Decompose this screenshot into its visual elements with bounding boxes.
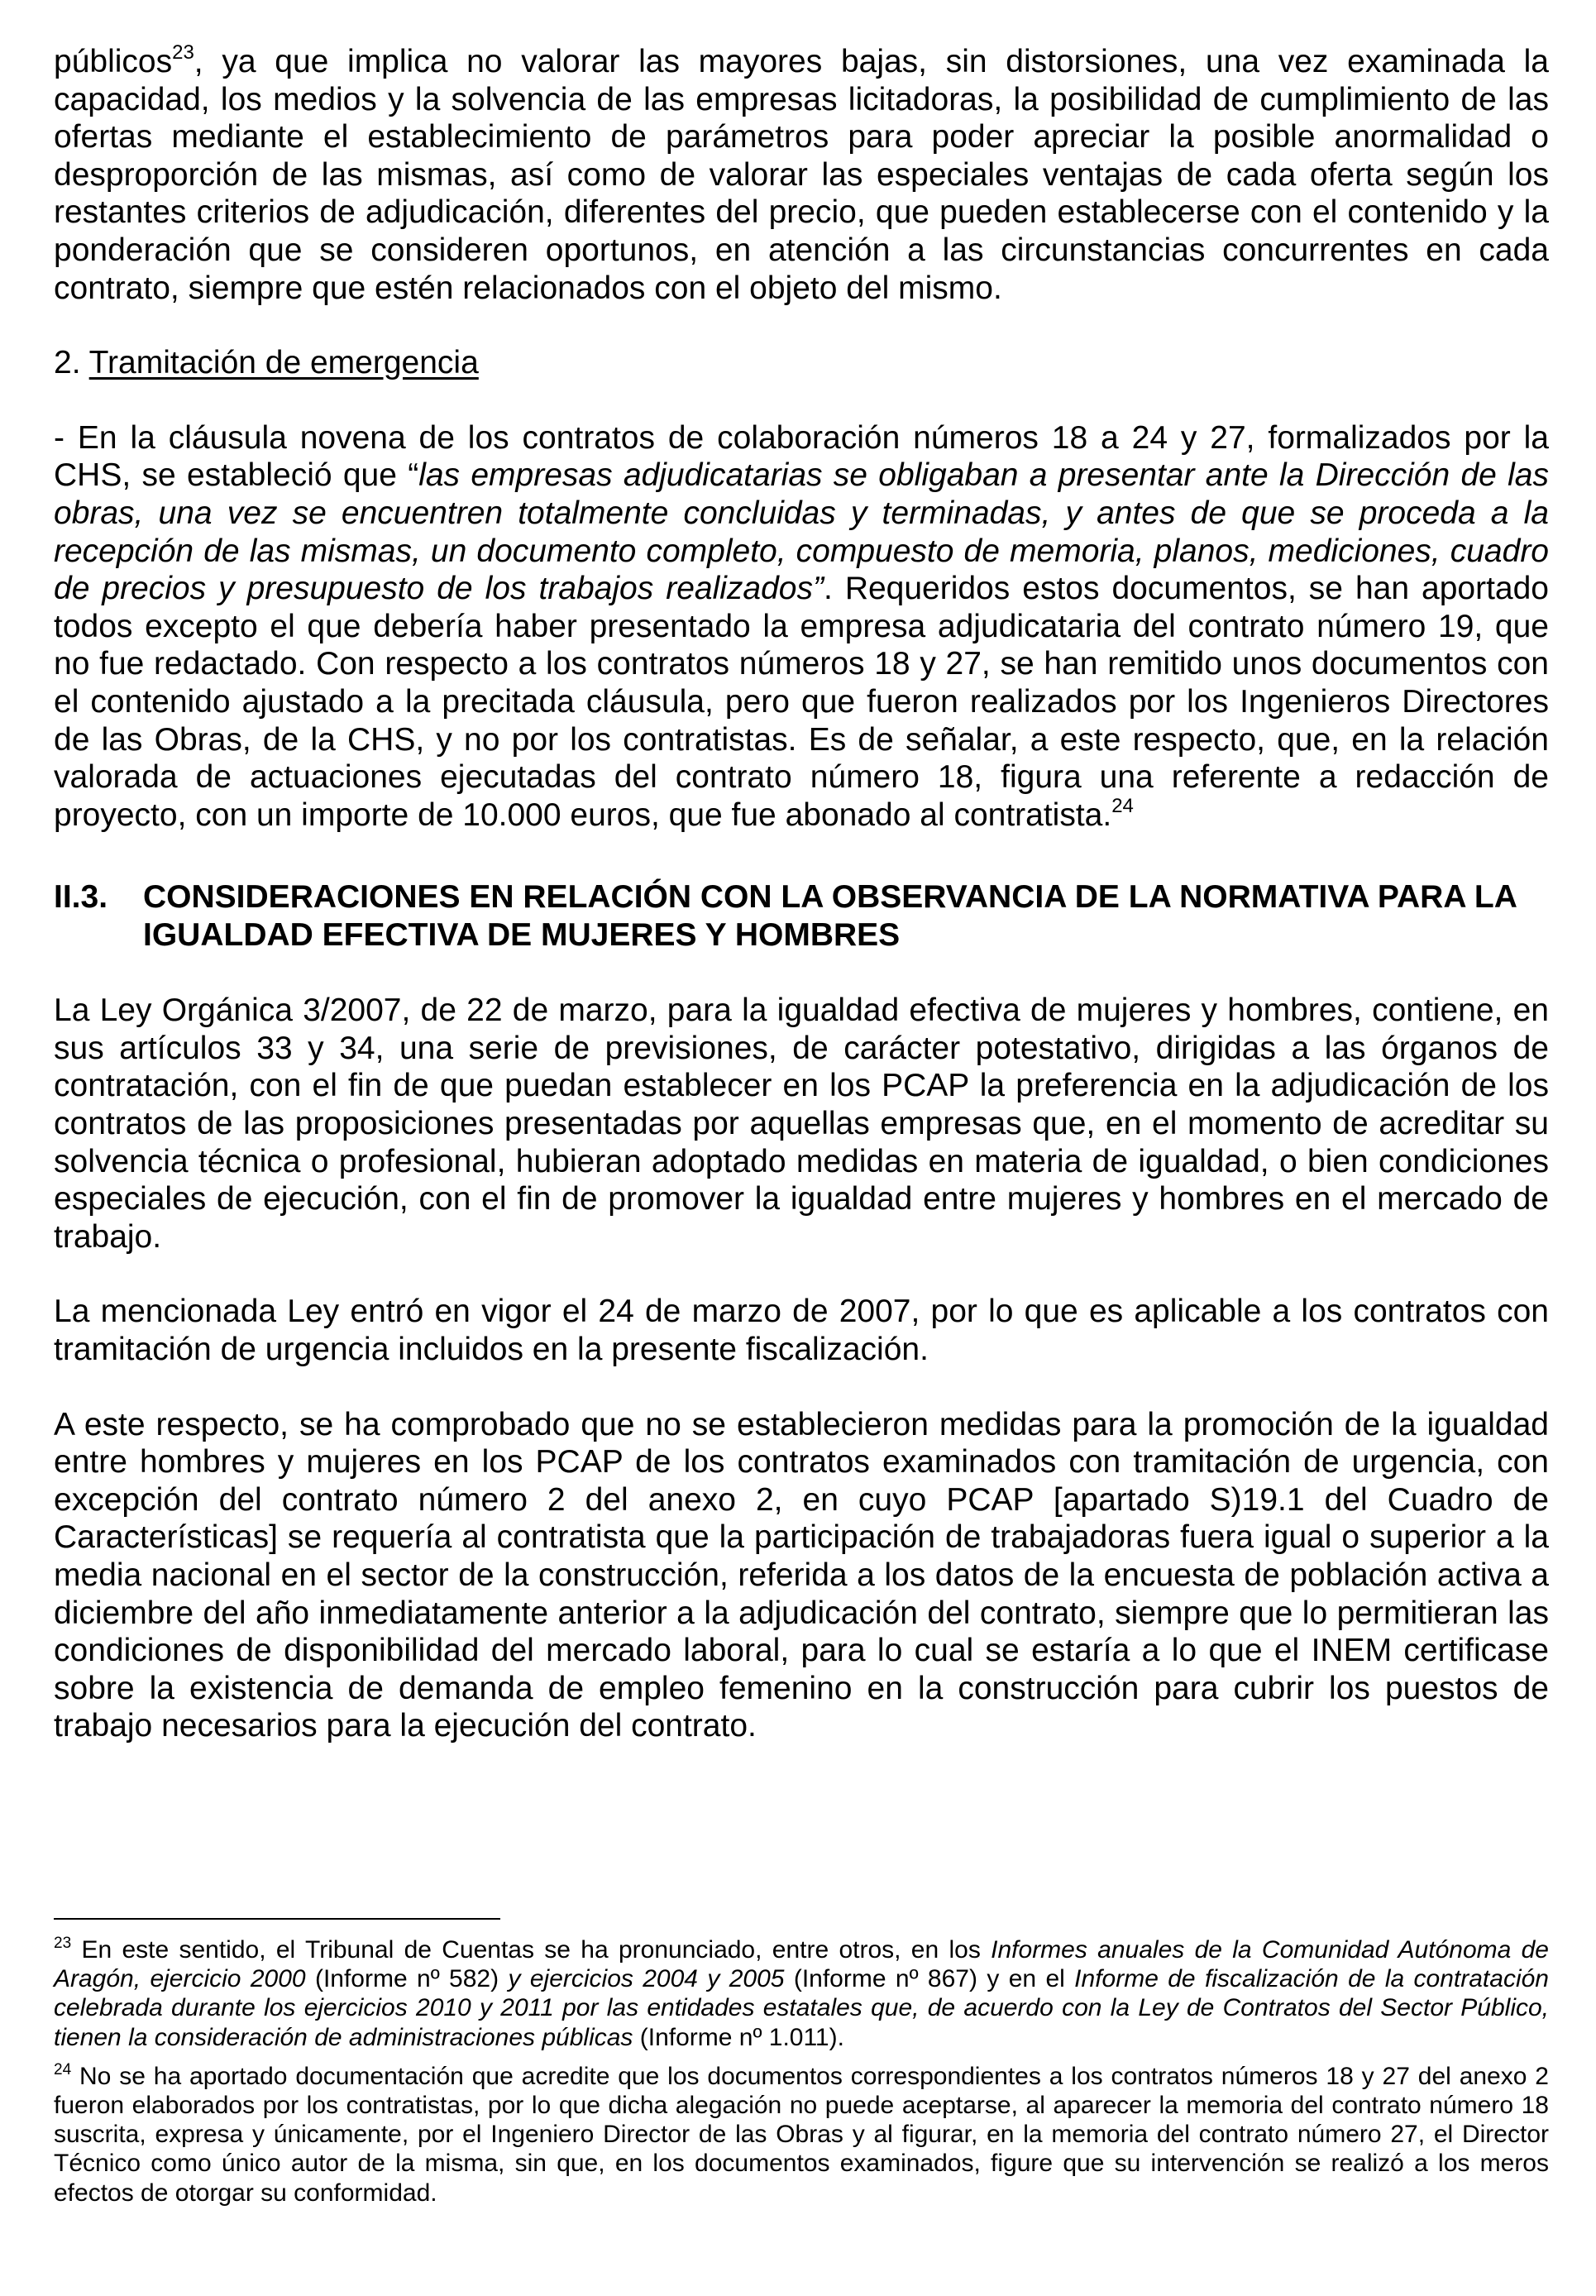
footnote-separator (54, 1918, 500, 1920)
paragraph-entrada-vigor: La mencionada Ley entró en vigor el 24 de marzo de 2007, por lo que es aplicable a los contratos con tramitación de urgencia incluidos en la presente fiscalización. (54, 1294, 1549, 1368)
section-number: II.3. (54, 879, 108, 916)
document-body (54, 43, 1549, 1745)
paragraph-comprobacion: A este respecto, se ha comprobado que no se establecieron medidas para la promoción de la igualdad entre hombres y mujeres en los PCAP de los contratos examinados con tramitación de urgencia, con excepción del contrato número 2 del anexo 2, en cuyo PCAP [apartado S)19.1 del Cuadro de Características] se requería al contratista que la participación de trabajadoras fuera igual o superior a la media nacional en el sector de la construcción, referida a los datos de la encuesta de población activa a diciembre del año inmediatamente anterior a la adjudicación del contrato, siempre que lo permitieran las condiciones de disponibilidad del mercado laboral, para lo cual se estaría a lo que el INEM certificase sobre la existencia de demanda de empleo femenino en la construcción para cubrir los puestos de trabajo necesarios para la ejecución del contrato. (54, 1406, 1549, 1744)
text-span: No se ha aportado documentación que acredite que los documentos correspondientes a los contratos números 18 y 27 del anexo 2 fueron elaborados por los contratistas, por lo que dicha alegación no puede aceptarse, al aparecer la memoria del contrato número 18 suscrita, expresa y únicamente, por el Ingeniero Director de las Obras y al figurar, en la memoria del contrato número 27, el Director Técnico como único autor de la misma, sin que, en los documentos examinados, figure que su intervención se realizó a los meros efectos de otorgar su conformidad. (54, 2062, 1549, 2207)
section-heading (54, 878, 1549, 954)
text-span: (Informe nº 582) (305, 1965, 509, 1993)
text-span: . Requeridos estos documentos, se han aportado todos excepto el que debería haber presentado la empresa adjudicataria del contrato número 19, que no fue redactado. Con respecto a los contratos números 18 y 27, se han remitido unos documentos con el contenido ajustado a la precitada cláusula, pero que fueron realizados por los Ingenieros Directores de las Obras, de la CHS, y no por los contratistas. Es de señalar, a este respecto, que, en la relación valorada de actuaciones ejecutadas del contrato número 18, figura una referente a redacción de proyecto, con un importe de 10.000 euros, que fue abonado al contratista. (54, 571, 1549, 833)
text-span: públicos (54, 44, 173, 79)
paragraph-clausula-novena (54, 419, 1549, 835)
text-span: - En la cláusula novena de los contratos de colaboración números 18 a 24 y 27, formalizados por la CHS, se estableció que “ (54, 419, 1549, 494)
footnotes (54, 1935, 1549, 2217)
footnote-number: 24 (54, 2060, 72, 2078)
paragraph-ley-organica: La Ley Orgánica 3/2007, de 22 de marzo, para la igualdad efectiva de mujeres y hombres, contiene, en sus artículos 33 y 34, una serie de previsiones, de carácter potestativo, dirigidas a las órganos de contratación, con el fin de que puedan establecer en los PCAP la preferencia en la adjudicación de los contratos de las proposiciones presentadas por aquellas empresas que, en el momento de acreditar su solvencia técnica o profesional, hubieran adoptado medidas en materia de igualdad, o bien condiciones especiales de ejecución, con el fin de promover la igualdad entre mujeres y hombres en el mercado de trabajo. (54, 993, 1549, 1255)
subsection-heading-emergencia (54, 344, 1549, 382)
text-span: (Informe nº 867) y en el (784, 1965, 1075, 1993)
section-title: CONSIDERACIONES EN RELACIÓN CON LA OBSERVANCIA DE LA NORMATIVA PARA LA IGUALDAD EFECTIVA DE MUJERES Y HOMBRES (143, 879, 1517, 954)
footnote-23 (54, 1935, 1549, 2052)
footnote-ref-23[interactable]: 23 (172, 41, 194, 64)
subsection-number: 2. (54, 345, 81, 381)
italic-title: Informes anuales de la Comunidad Autónoma de Aragón, ejercicio 2000 (54, 1936, 1549, 1993)
text-span: (Informe nº 1.011). (633, 2023, 844, 2051)
footnote-ref-24[interactable]: 24 (1111, 794, 1134, 817)
footnote-24 (54, 2062, 1549, 2208)
text-span: En este sentido, el Tribunal de Cuentas se ha pronunciado, entre otros, en los (71, 1936, 992, 1964)
italic-title: y ejercicios 2004 y 2005 (508, 1965, 785, 1993)
paragraph-criterios (54, 43, 1549, 307)
subsection-title: Tramitación de emergencia (88, 345, 479, 381)
italic-title: Informe de fiscalización de la contratación celebrada durante los ejercicios 2010 y 2011 por las entidades estatales que, de acuerdo con la Ley de Contratos del Sector Público, tienen la consideración de administraciones públicas (54, 1965, 1549, 2051)
text-span: , ya que implica no valorar las mayores bajas, sin distorsiones, una vez examinada la capacidad, los medios y la solvencia de las empresas licitadoras, la posibilidad de cumplimiento de las ofertas mediante el establecimiento de parámetros para poder apreciar la posible anormalidad o desproporción de las mismas, así como de valorar las especiales ventajas de cada oferta según los restantes criterios de adjudicación, diferentes del precio, que pueden establecerse con el contenido y la ponderación que se consideren oportunos, en atención a las circunstancias concurrentes en cada contrato, siempre que estén relacionados con el objeto del mismo. (54, 44, 1549, 306)
footnote-number: 23 (54, 1935, 72, 1952)
quoted-clause: las empresas adjudicatarias se obligaban a presentar ante la Dirección de las obras, una vez se encuentren totalmente concluidas y terminadas, y antes de que se proceda a la recepción de las mismas, un documento completo, compuesto de memoria, planos, mediciones, cuadro de precios y presupuesto de los trabajos realizados” (54, 457, 1549, 607)
